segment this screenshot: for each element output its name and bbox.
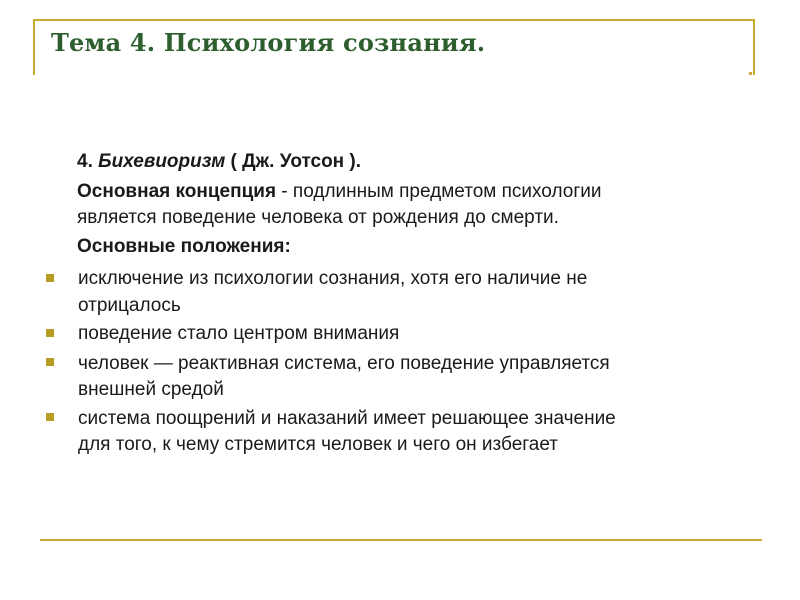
bullet-marker: [46, 358, 54, 366]
section-number: 4.: [77, 151, 99, 172]
bullet-1-line-2: отрицалось: [78, 295, 181, 316]
bullet-1-line-1: исключение из психологии сознания, хотя его наличие не: [78, 268, 588, 289]
positions-label: Основные положения:: [77, 236, 291, 257]
title-frame-right-rule: [753, 19, 755, 75]
title-frame-top-rule: [33, 19, 755, 21]
bullet-3-line-1: человек — реактивная система, его поведение управляется: [78, 353, 610, 374]
concept-term: Основная концепция: [77, 181, 277, 202]
bullet-marker: [46, 329, 54, 337]
section-term: Бихевиоризм: [98, 151, 226, 172]
slide-title: Тема 4. Психология сознания.: [51, 28, 486, 57]
concept-line: [77, 180, 601, 204]
bullet-marker: [46, 274, 54, 282]
concept-description-line2: является поведение человека от рождения до смерти.: [77, 207, 559, 228]
section-heading: [77, 150, 361, 174]
concept-description: - подлинным предметом психологии: [276, 181, 602, 202]
title-frame-left-rule: [33, 19, 35, 75]
bullet-2-line-1: поведение стало центром внимания: [78, 323, 400, 344]
bullet-4-line-2: для того, к чему стремится человек и чего он избегает: [78, 434, 558, 455]
footer-rule: [40, 539, 762, 541]
bullet-3-line-2: внешней средой: [78, 379, 224, 400]
bullet-marker: [46, 413, 54, 421]
title-frame-dot: [749, 72, 752, 75]
bullet-4-line-1: система поощрений и наказаний имеет решающее значение: [78, 408, 616, 429]
section-author: ( Дж. Уотсон ).: [225, 151, 362, 172]
